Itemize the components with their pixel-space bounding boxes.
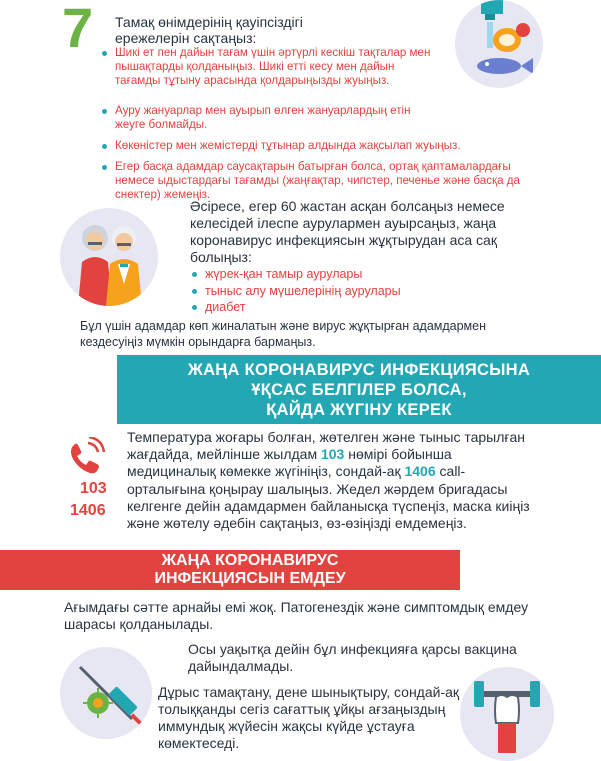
- help-instructions: [127, 429, 537, 532]
- hotline-number: 103: [80, 480, 107, 497]
- list-item-text: Көкөністер мен жемістерді тұтынар алдында жақсылап жуыңыз.: [115, 139, 461, 152]
- crowd-warning-text: Бұл үшін адамдар көп жиналатын және вирус жұқтырған адамдармен кездесуіңіз мүмкін орындарға бармаңыз.: [80, 319, 487, 349]
- lifestyle-text: Дұрыс тамақтану, дене шынықтыру, сондай-ақ толыққанды сегіз сағаттық ұйқы ағзаңыздың иммундық жүйесін жақсы күйде ұстауға көмектеседі.: [158, 684, 460, 751]
- help-text-part: call-орталығына қоңырау шалыңыз. Жедел жәрдем бригадасы келгенге дейін адамдармен байланысқа түспеңіз, маска киіңіз және жөтелу әдебін сақтаңыз, өз-өзіңізді емдемеңіз.: [127, 463, 530, 532]
- list-item: [205, 266, 362, 282]
- hotline-number-inline: 103: [320, 446, 345, 463]
- bullet-icon: [102, 109, 107, 114]
- bullet-icon: [102, 51, 107, 56]
- list-item-text: Ауру жануарлар мен ауырып өлген жануарлардың етін жеуге болмайды.: [115, 104, 411, 131]
- treatment-intro: Ағымдағы сәтте арнайы емі жоқ. Патогенездік және симптомдық емдеу шарасы қолданылады.: [64, 599, 529, 632]
- food-safety-icon: [455, 0, 543, 88]
- vaccine-text: Осы уақытқа дейін бұл инфекцияға қарсы вакцина дайындалмады.: [188, 641, 517, 674]
- banner-heading: [100, 552, 400, 588]
- risk-intro-text: Әсіресе, егер 60 жастан асқан болсаңыз немесе келесідей ілеспе аурулармен ауырсаңыз, жаңа коронавирус инфекциясын жұқтырудан аса сақ болыңыз:: [190, 198, 505, 265]
- list-item: [115, 139, 515, 153]
- banner-heading: [117, 360, 601, 420]
- banner-line: ИНФЕКЦИЯСЫН ЕМДЕУ: [154, 570, 346, 587]
- list-item: [115, 46, 440, 88]
- banner-line: ҚАЙДА ЖҮГІНУ КЕРЕК: [266, 401, 452, 419]
- phone-ringing-icon: [64, 437, 108, 477]
- list-item-text: диабет: [205, 300, 246, 314]
- banner-line: ЖАҢА КОРОНАВИРУС ИНФЕКЦИЯСЫНА: [187, 361, 531, 379]
- bullet-icon: [192, 272, 197, 277]
- list-item: [115, 104, 415, 132]
- elderly-couple-icon: [60, 208, 158, 306]
- call-center-number-inline: 1406: [404, 463, 436, 480]
- bullet-icon: [102, 144, 107, 149]
- list-item-text: Егер басқа адамдар саусақтарын батырған болса, ортақ қаптамалардағы немесе ыдыстардағы тағамды (жаңғақтар, чипстер, печенье және басқа да снектер) жемеңіз.: [115, 160, 520, 201]
- list-item: [205, 299, 246, 315]
- help-text-part: нөмірі бойынша медициналық көмекке жүгініңіз, сондай-ақ: [127, 446, 452, 480]
- bullet-icon: [192, 305, 197, 310]
- syringe-virus-icon: [60, 647, 152, 739]
- list-item-text: Шикі ет пен дайын тағам үшін әртүрлі кескіш тақталар мен пышақтарды қолданыңыз. Шикі етті кесу мен дайын тағамды тұтыну арасында қолдарыңызды жуыңыз.: [115, 46, 431, 87]
- list-item-text: тыныс алу мүшелерінің аурулары: [205, 284, 401, 298]
- section-number: 7: [62, 0, 94, 59]
- list-item-text: жүрек-қан тамыр аурулары: [205, 267, 363, 281]
- banner-line: ЖАҢА КОРОНАВИРУС: [161, 552, 339, 569]
- bullet-icon: [192, 289, 197, 294]
- list-item: [205, 283, 401, 299]
- call-center-number: 1406: [70, 502, 106, 519]
- section-title: Тамақ өнімдерінің қауіпсіздігі ережелерін сақтаңыз:: [115, 14, 303, 46]
- dumbbell-icon: [460, 667, 554, 761]
- bullet-icon: [102, 165, 107, 170]
- help-text-part: Температура жоғары болған, жөтелген және тыныс тарылған жағдайда, мейлінше жылдам: [127, 429, 526, 463]
- list-item: [115, 160, 520, 202]
- banner-line: ҰҚСАС БЕЛГІЛЕР БОЛСА,: [251, 381, 467, 399]
